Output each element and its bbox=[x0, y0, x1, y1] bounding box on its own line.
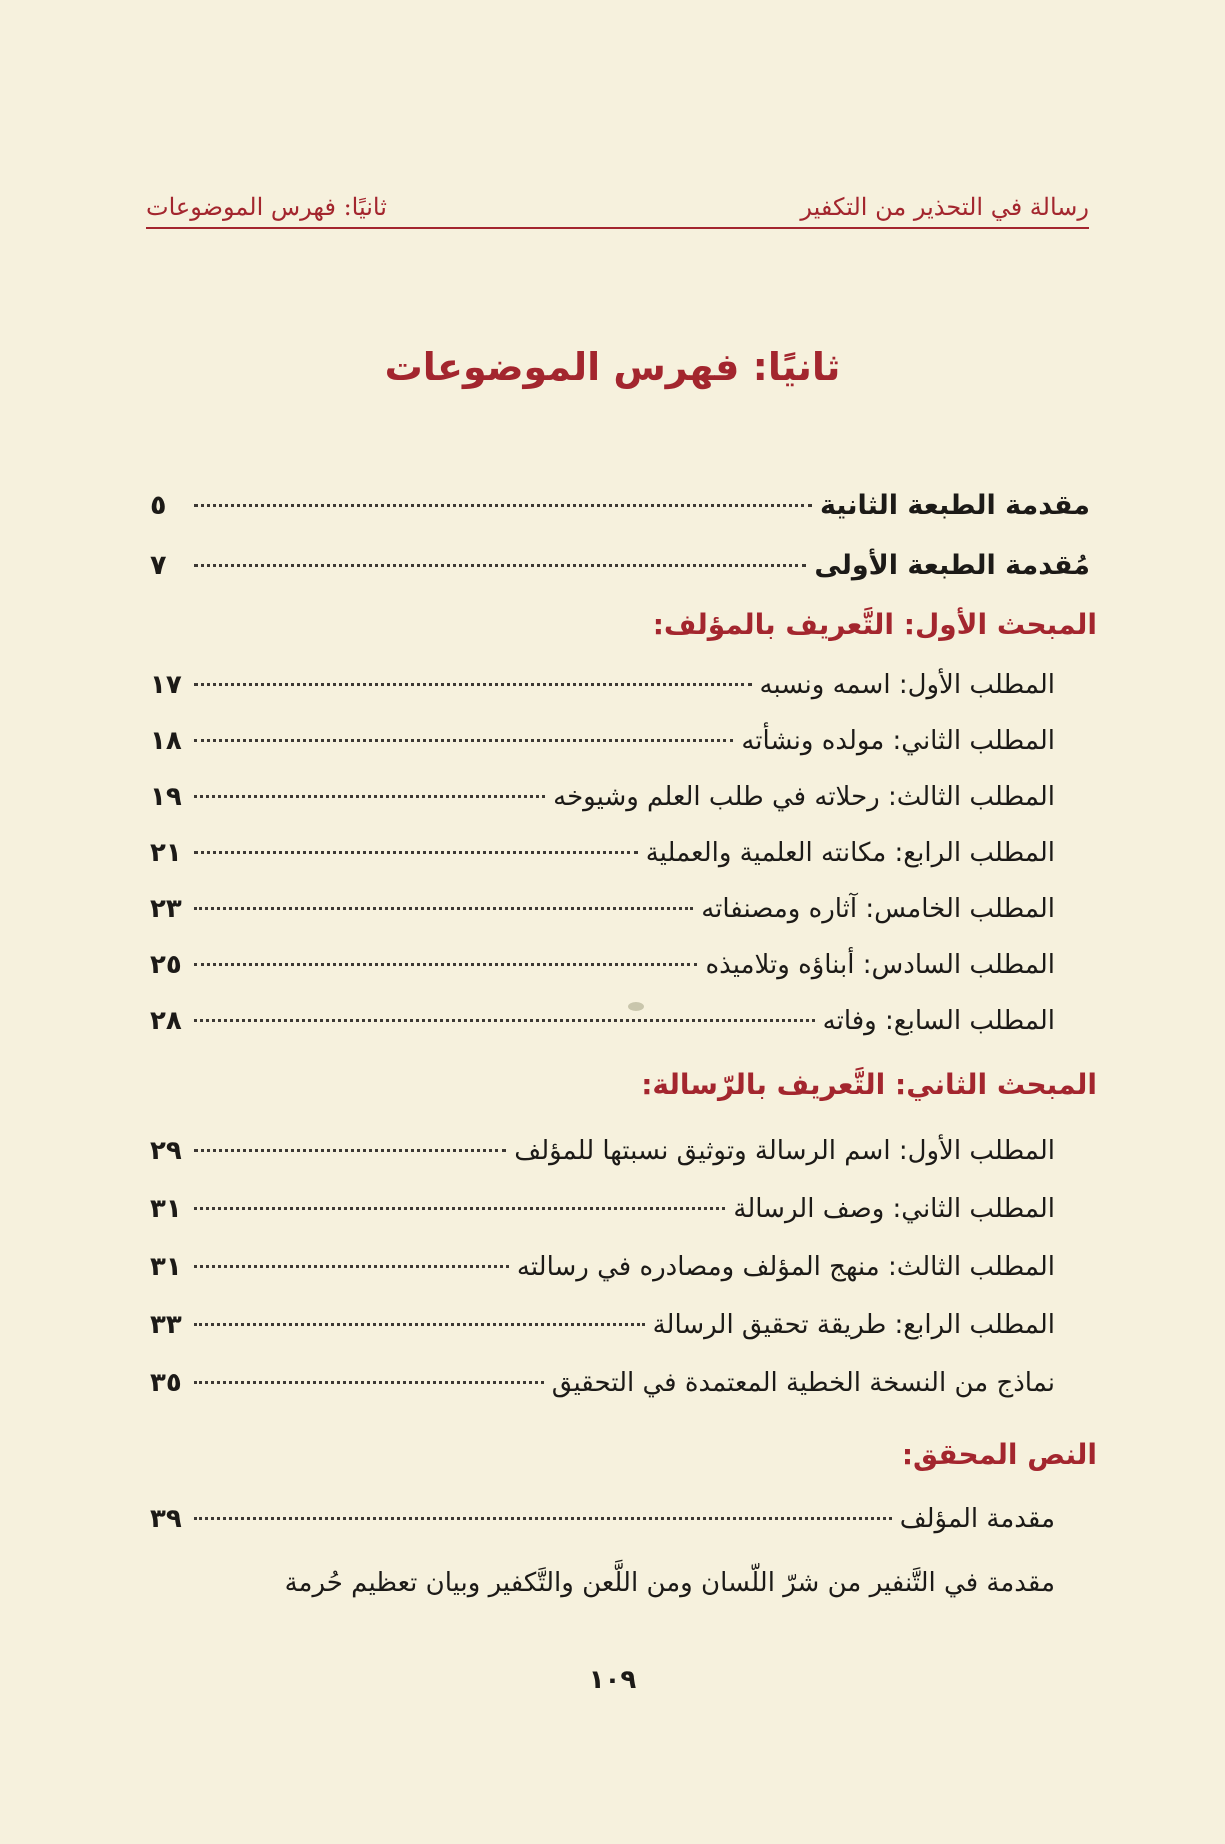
toc-entry-label: المطلب السابع: وفاته bbox=[822, 1006, 1055, 1036]
toc-entry bbox=[150, 1252, 1055, 1296]
toc-entry-label: المطلب الأول: اسمه ونسبه bbox=[759, 670, 1055, 700]
toc-entry bbox=[150, 950, 1055, 994]
leader-dots bbox=[194, 564, 806, 567]
toc-entry-label: المطلب الرابع: طريقة تحقيق الرسالة bbox=[652, 1310, 1055, 1340]
toc-entry-page: ٢٨ bbox=[150, 1006, 182, 1036]
toc-entry bbox=[150, 550, 1090, 594]
leader-dots bbox=[194, 504, 812, 507]
toc-entry bbox=[150, 1136, 1055, 1180]
toc-entry bbox=[150, 1504, 1055, 1548]
section-heading: النص المحقق: bbox=[901, 1438, 1097, 1471]
toc-entry-page: ١٨ bbox=[150, 726, 182, 756]
leader-dots bbox=[194, 739, 733, 742]
leader-dots bbox=[194, 683, 752, 686]
toc-entry-page: ٢٣ bbox=[150, 894, 182, 924]
toc-entry-page: ٢٥ bbox=[150, 950, 182, 980]
toc-entry-label: المطلب الثالث: رحلاته في طلب العلم وشيوخه bbox=[553, 782, 1055, 812]
toc-entry-page: ٣١ bbox=[150, 1252, 182, 1282]
toc-entry-page: ١٩ bbox=[150, 782, 182, 812]
toc-entry bbox=[150, 782, 1055, 826]
header-book-title: رسالة في التحذير من التكفير bbox=[800, 193, 1089, 221]
leader-dots bbox=[194, 1265, 509, 1268]
toc-entry bbox=[150, 838, 1055, 882]
page-title: ثانيًا: فهرس الموضوعات bbox=[384, 345, 841, 389]
toc-entry bbox=[150, 1368, 1055, 1412]
toc-entry-page: ٢٩ bbox=[150, 1136, 182, 1166]
toc-entry bbox=[150, 1310, 1055, 1354]
toc-entry-page: ٣٥ bbox=[150, 1368, 182, 1398]
toc-entry bbox=[150, 1006, 1055, 1050]
toc-entry-label: المطلب الثاني: وصف الرسالة bbox=[733, 1194, 1055, 1224]
toc-entry-page: ٧ bbox=[150, 550, 167, 581]
toc-entry-label: نماذج من النسخة الخطية المعتمدة في التحقيق bbox=[551, 1368, 1055, 1398]
leader-dots bbox=[194, 1517, 892, 1520]
leader-dots bbox=[194, 1207, 725, 1210]
header-section-title: ثانيًا: فهرس الموضوعات bbox=[146, 193, 387, 221]
leader-dots bbox=[194, 1149, 506, 1152]
toc-entry-label: المطلب الرابع: مكانته العلمية والعملية bbox=[645, 838, 1055, 868]
leader-dots bbox=[194, 851, 638, 854]
paper-stain bbox=[628, 1002, 644, 1011]
toc-entry bbox=[150, 894, 1055, 938]
toc-entry-page: ٢١ bbox=[150, 838, 182, 868]
toc-entry-label: المطلب الخامس: آثاره ومصنفاته bbox=[701, 894, 1055, 924]
toc-entry-label: المطلب السادس: أبناؤه وتلاميذه bbox=[705, 950, 1055, 980]
toc-entry bbox=[150, 726, 1055, 770]
toc-entry-page: ٣٣ bbox=[150, 1310, 182, 1340]
leader-dots bbox=[194, 1019, 815, 1022]
toc-continuation-text: مقدمة في التَّنفير من شرّ اللّسان ومن اللَّعن والتَّكفير وبيان تعظيم حُرمة bbox=[284, 1568, 1055, 1598]
leader-dots bbox=[194, 1323, 645, 1326]
toc-entry-label: مقدمة المؤلف bbox=[899, 1504, 1055, 1534]
leader-dots bbox=[194, 907, 693, 910]
toc-entry-page: ٣١ bbox=[150, 1194, 182, 1224]
toc-entry-page: ٥ bbox=[150, 490, 167, 521]
toc-entry bbox=[150, 670, 1055, 714]
leader-dots bbox=[194, 1381, 544, 1384]
page-number: ١٠٩ bbox=[588, 1665, 637, 1695]
section-heading: المبحث الأول: التَّعريف بالمؤلف: bbox=[652, 608, 1097, 641]
leader-dots bbox=[194, 963, 697, 966]
toc-entry-page: ٣٩ bbox=[150, 1504, 182, 1534]
toc-entry-page: ١٧ bbox=[150, 670, 182, 700]
toc-entry-label: المطلب الثالث: منهج المؤلف ومصادره في رسالته bbox=[516, 1252, 1055, 1282]
toc-entry bbox=[150, 1194, 1055, 1238]
leader-dots bbox=[194, 795, 545, 798]
toc-entry-label: المطلب الأول: اسم الرسالة وتوثيق نسبتها للمؤلف bbox=[514, 1136, 1055, 1166]
toc-entry-label: مُقدمة الطبعة الأولى bbox=[814, 550, 1090, 581]
toc-entry-label: مقدمة الطبعة الثانية bbox=[819, 490, 1090, 521]
toc-entry-label: المطلب الثاني: مولده ونشأته bbox=[741, 726, 1055, 756]
toc-entry bbox=[150, 490, 1090, 534]
running-header bbox=[146, 175, 1089, 229]
section-heading: المبحث الثاني: التَّعريف بالرّسالة: bbox=[641, 1068, 1097, 1101]
